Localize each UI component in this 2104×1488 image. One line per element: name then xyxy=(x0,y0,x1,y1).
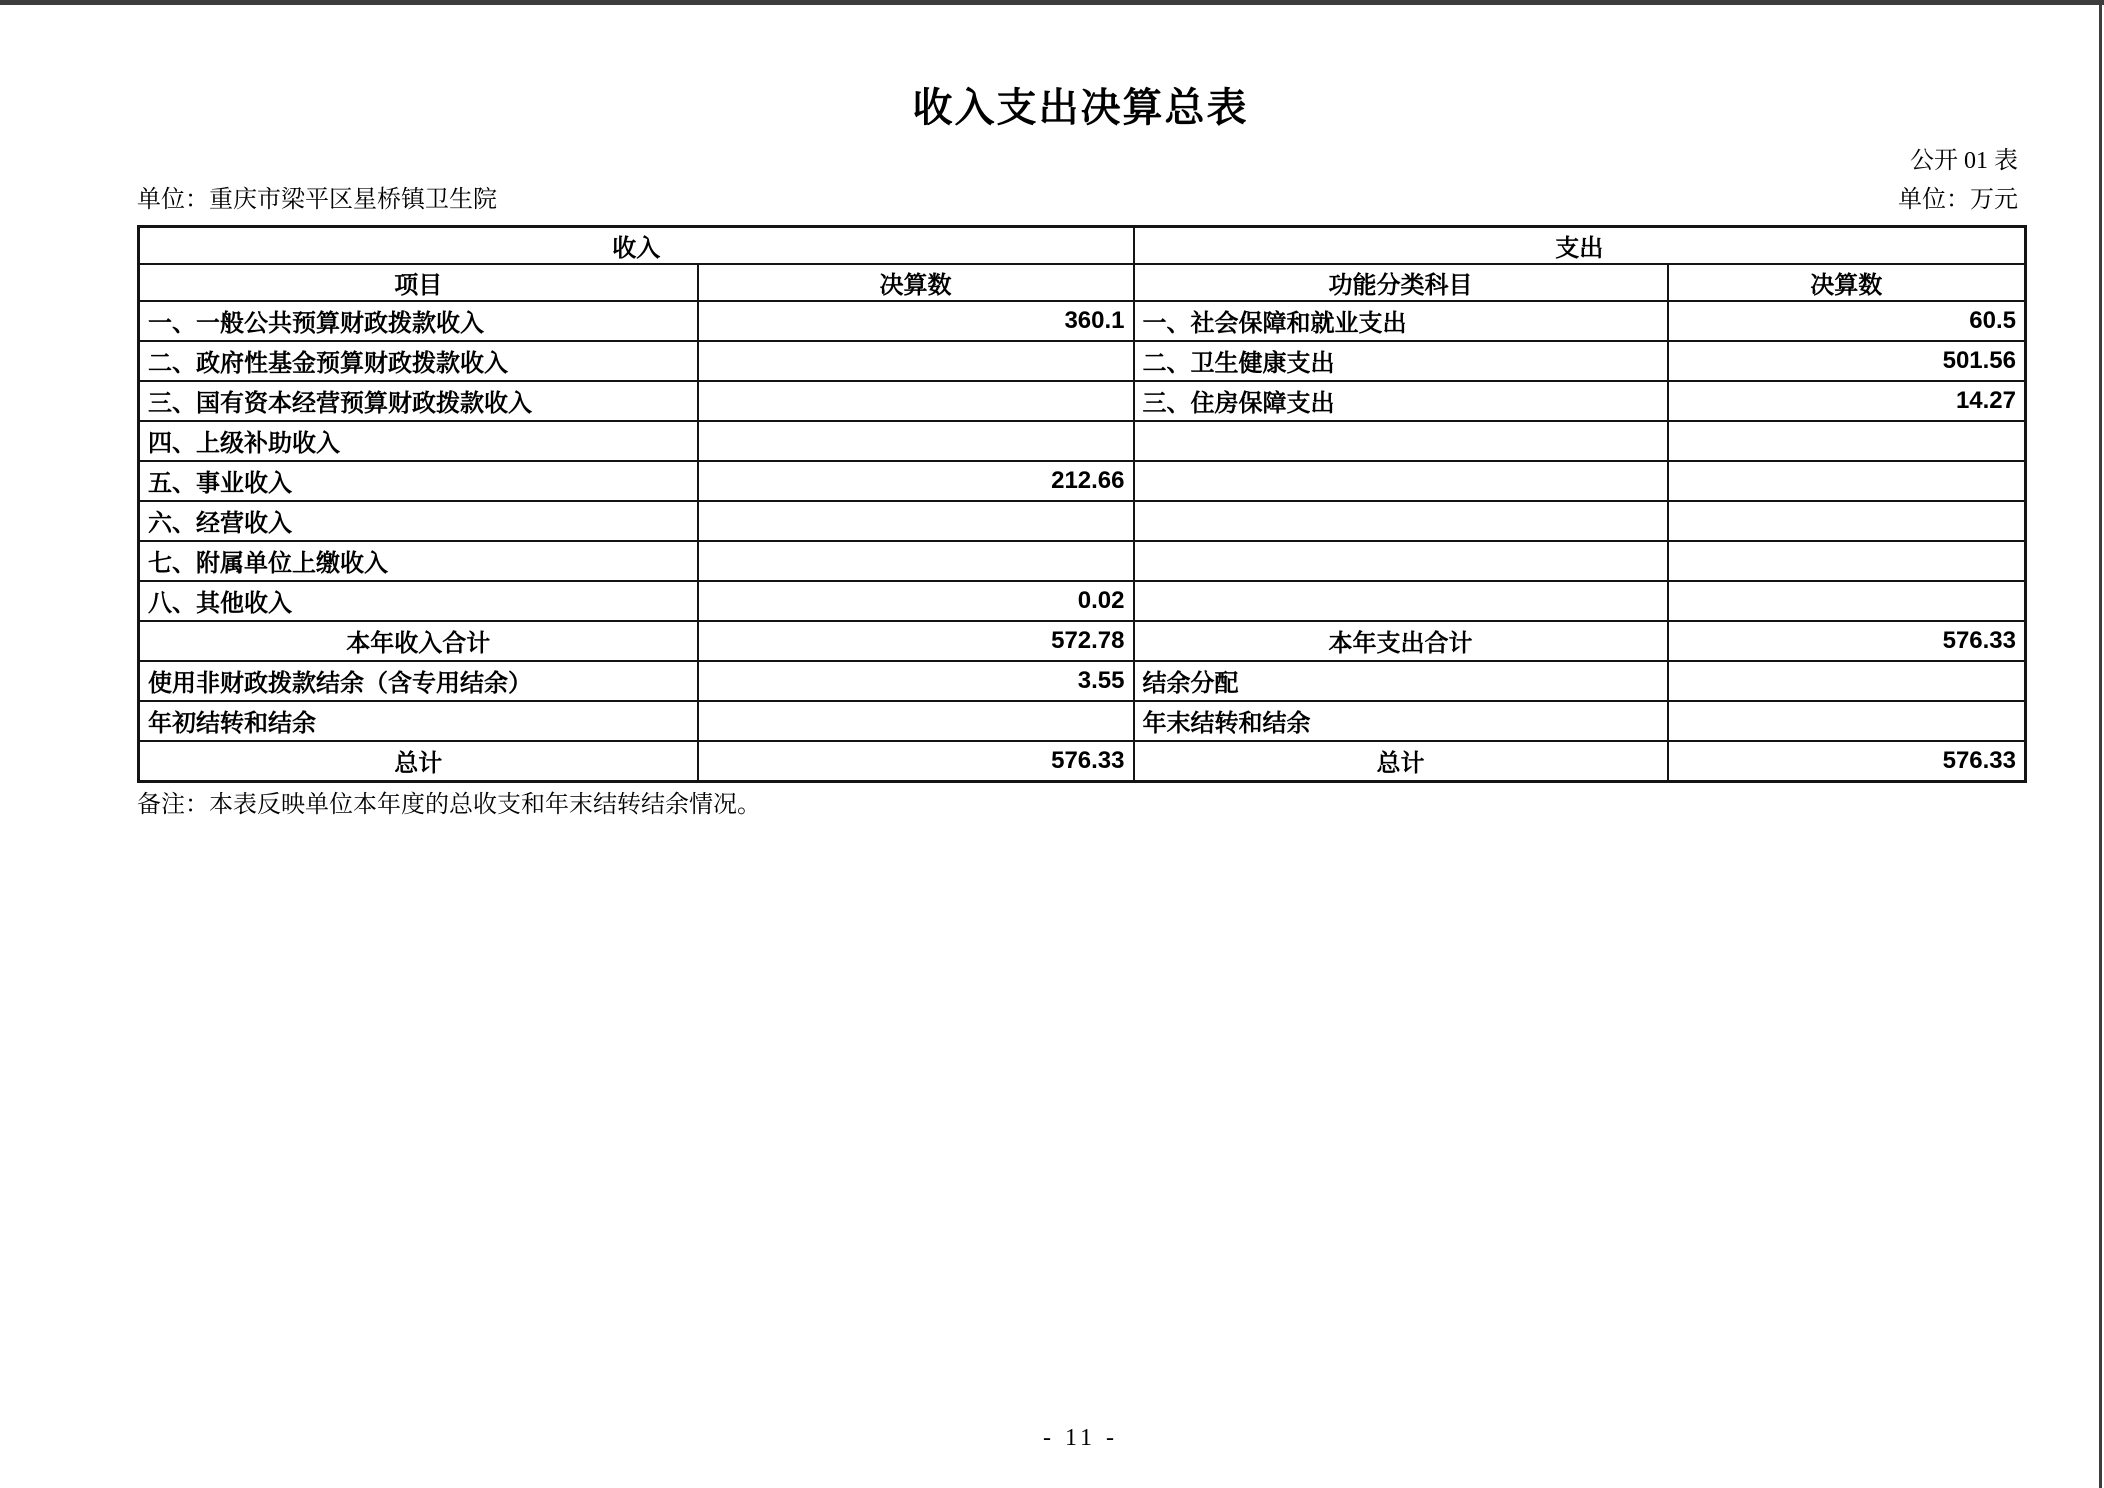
income-item-cell: 八、其他收入 xyxy=(139,581,698,621)
table-row xyxy=(139,381,2026,421)
screen-right-border xyxy=(2099,0,2102,1488)
expense-item-cell: 本年支出合计 xyxy=(1134,621,1668,661)
expense-amount-cell: 14.27 xyxy=(1668,381,2026,421)
section-header-row xyxy=(139,226,2026,264)
expense-amount-cell xyxy=(1668,421,2026,461)
income-amount-cell: 0.02 xyxy=(698,581,1134,621)
expense-item-cell xyxy=(1134,421,1668,461)
expense-amount-cell xyxy=(1668,461,2026,501)
income-amount-cell xyxy=(698,501,1134,541)
column-header-income-item: 项目 xyxy=(139,264,698,301)
table-row xyxy=(139,701,2026,741)
column-header-row xyxy=(139,264,2026,301)
expense-item-cell xyxy=(1134,501,1668,541)
income-item-cell: 年初结转和结余 xyxy=(139,701,698,741)
currency-unit-label: 单位：万元 xyxy=(1898,186,2018,213)
expense-amount-cell xyxy=(1668,701,2026,741)
income-amount-cell xyxy=(698,701,1134,741)
income-amount-cell: 576.33 xyxy=(698,741,1134,782)
income-item-cell: 本年收入合计 xyxy=(139,621,698,661)
column-header-expense-item: 功能分类科目 xyxy=(1134,264,1668,301)
expense-item-cell: 二、卫生健康支出 xyxy=(1134,341,1668,381)
budget-summary-table xyxy=(137,225,2027,783)
expense-item-cell xyxy=(1134,581,1668,621)
income-amount-cell xyxy=(698,381,1134,421)
expense-item-cell: 一、社会保障和就业支出 xyxy=(1134,301,1668,341)
column-header-income-amount: 决算数 xyxy=(698,264,1134,301)
income-amount-cell xyxy=(698,341,1134,381)
expense-amount-cell: 501.56 xyxy=(1668,341,2026,381)
income-item-cell: 六、经营收入 xyxy=(139,501,698,541)
table-row xyxy=(139,301,2026,341)
expense-item-cell xyxy=(1134,461,1668,501)
doc-number-label: 公开 01 表 xyxy=(1910,148,2018,174)
expense-amount-cell: 576.33 xyxy=(1668,741,2026,782)
income-item-cell: 使用非财政拨款结余（含专用结余） xyxy=(139,661,698,701)
expense-amount-cell xyxy=(1668,501,2026,541)
document-page xyxy=(137,5,2024,821)
income-amount-cell: 360.1 xyxy=(698,301,1134,341)
table-row xyxy=(139,461,2026,501)
expense-amount-cell: 576.33 xyxy=(1668,621,2026,661)
meta-row xyxy=(137,186,2024,215)
table-row xyxy=(139,661,2026,701)
table-row xyxy=(139,421,2026,461)
expense-item-cell: 年末结转和结余 xyxy=(1134,701,1668,741)
table-row xyxy=(139,621,2026,661)
expense-item-cell: 三、住房保障支出 xyxy=(1134,381,1668,421)
table-row xyxy=(139,541,2026,581)
org-name-label: 单位：重庆市梁平区星桥镇卫生院 xyxy=(137,186,497,213)
income-amount-cell xyxy=(698,541,1134,581)
page-number: - 11 - xyxy=(1042,1425,1119,1451)
expense-item-cell: 结余分配 xyxy=(1134,661,1668,701)
page-title: 收入支出决算总表 xyxy=(912,86,1249,130)
expense-amount-cell xyxy=(1668,581,2026,621)
expense-item-cell: 总计 xyxy=(1134,741,1668,782)
income-item-cell: 七、附属单位上缴收入 xyxy=(139,541,698,581)
table-row xyxy=(139,341,2026,381)
table-row xyxy=(139,501,2026,541)
income-amount-cell: 572.78 xyxy=(698,621,1134,661)
expense-item-cell xyxy=(1134,541,1668,581)
income-section-header: 收入 xyxy=(139,226,1134,264)
income-item-cell: 总计 xyxy=(139,741,698,782)
income-item-cell: 五、事业收入 xyxy=(139,461,698,501)
expense-section-header: 支出 xyxy=(1134,226,2026,264)
expense-amount-cell xyxy=(1668,661,2026,701)
income-item-cell: 四、上级补助收入 xyxy=(139,421,698,461)
expense-amount-cell: 60.5 xyxy=(1668,301,2026,341)
income-item-cell: 一、一般公共预算财政拨款收入 xyxy=(139,301,698,341)
column-header-expense-amount: 决算数 xyxy=(1668,264,2026,301)
income-item-cell: 三、国有资本经营预算财政拨款收入 xyxy=(139,381,698,421)
table-row xyxy=(139,741,2026,782)
income-item-cell: 二、政府性基金预算财政拨款收入 xyxy=(139,341,698,381)
expense-amount-cell xyxy=(1668,541,2026,581)
table-row xyxy=(139,581,2026,621)
income-amount-cell xyxy=(698,421,1134,461)
footnote: 备注：本表反映单位本年度的总收支和年末结转结余情况。 xyxy=(137,791,761,818)
income-amount-cell: 212.66 xyxy=(698,461,1134,501)
income-amount-cell: 3.55 xyxy=(698,661,1134,701)
